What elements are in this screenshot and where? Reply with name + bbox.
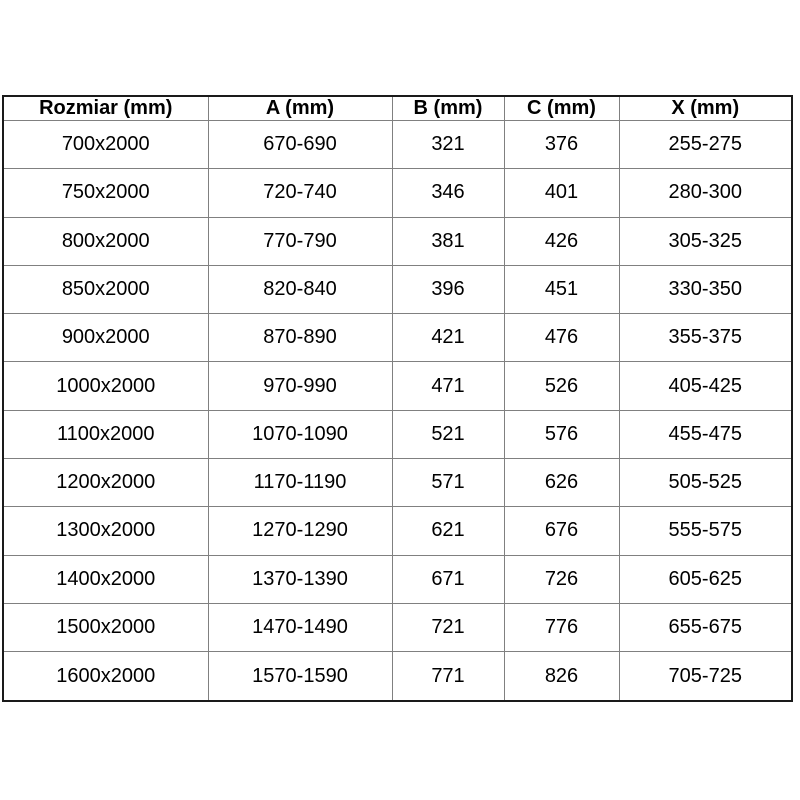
table-row bbox=[3, 410, 792, 458]
table-row bbox=[3, 603, 792, 651]
table-cell: 455-475 bbox=[619, 410, 792, 458]
table-cell: 376 bbox=[504, 121, 619, 169]
table-cell: 626 bbox=[504, 458, 619, 506]
table-cell: 396 bbox=[392, 265, 504, 313]
table-cell: 1570-1590 bbox=[208, 652, 392, 701]
table-cell: 405-425 bbox=[619, 362, 792, 410]
table-cell: 771 bbox=[392, 652, 504, 701]
table-row bbox=[3, 458, 792, 506]
table-cell: 555-575 bbox=[619, 507, 792, 555]
table-row bbox=[3, 314, 792, 362]
table-cell: 471 bbox=[392, 362, 504, 410]
table-cell: 1470-1490 bbox=[208, 603, 392, 651]
table-row bbox=[3, 217, 792, 265]
table-body bbox=[3, 121, 792, 702]
table-row bbox=[3, 169, 792, 217]
table-cell: 800x2000 bbox=[3, 217, 208, 265]
table-cell: 401 bbox=[504, 169, 619, 217]
table-cell: 621 bbox=[392, 507, 504, 555]
table-cell: 1000x2000 bbox=[3, 362, 208, 410]
column-header-2: B (mm) bbox=[392, 96, 504, 121]
table-cell: 280-300 bbox=[619, 169, 792, 217]
table-cell: 346 bbox=[392, 169, 504, 217]
table-cell: 576 bbox=[504, 410, 619, 458]
table-cell: 476 bbox=[504, 314, 619, 362]
table-cell: 1200x2000 bbox=[3, 458, 208, 506]
table-cell: 770-790 bbox=[208, 217, 392, 265]
table-cell: 721 bbox=[392, 603, 504, 651]
table-cell: 750x2000 bbox=[3, 169, 208, 217]
table-cell: 330-350 bbox=[619, 265, 792, 313]
table-cell: 1400x2000 bbox=[3, 555, 208, 603]
table-cell: 670-690 bbox=[208, 121, 392, 169]
table-cell: 900x2000 bbox=[3, 314, 208, 362]
table-cell: 321 bbox=[392, 121, 504, 169]
table-cell: 1500x2000 bbox=[3, 603, 208, 651]
table-cell: 1070-1090 bbox=[208, 410, 392, 458]
table-cell: 820-840 bbox=[208, 265, 392, 313]
column-header-1: A (mm) bbox=[208, 96, 392, 121]
column-header-4: X (mm) bbox=[619, 96, 792, 121]
table-row bbox=[3, 265, 792, 313]
table-cell: 655-675 bbox=[619, 603, 792, 651]
table-cell: 521 bbox=[392, 410, 504, 458]
column-header-0: Rozmiar (mm) bbox=[3, 96, 208, 121]
table-cell: 1600x2000 bbox=[3, 652, 208, 701]
table-cell: 451 bbox=[504, 265, 619, 313]
table-row bbox=[3, 507, 792, 555]
table-cell: 850x2000 bbox=[3, 265, 208, 313]
table-cell: 526 bbox=[504, 362, 619, 410]
table-cell: 381 bbox=[392, 217, 504, 265]
table-cell: 1270-1290 bbox=[208, 507, 392, 555]
table-cell: 720-740 bbox=[208, 169, 392, 217]
table-cell: 305-325 bbox=[619, 217, 792, 265]
table-row bbox=[3, 121, 792, 169]
table-cell: 970-990 bbox=[208, 362, 392, 410]
table-cell: 605-625 bbox=[619, 555, 792, 603]
table-cell: 700x2000 bbox=[3, 121, 208, 169]
table-cell: 826 bbox=[504, 652, 619, 701]
table-cell: 571 bbox=[392, 458, 504, 506]
header-row bbox=[3, 96, 792, 121]
table-cell: 776 bbox=[504, 603, 619, 651]
table-cell: 255-275 bbox=[619, 121, 792, 169]
table-row bbox=[3, 555, 792, 603]
table-cell: 705-725 bbox=[619, 652, 792, 701]
table-cell: 426 bbox=[504, 217, 619, 265]
table-cell: 355-375 bbox=[619, 314, 792, 362]
table-cell: 1100x2000 bbox=[3, 410, 208, 458]
table-cell: 1170-1190 bbox=[208, 458, 392, 506]
table-cell: 1300x2000 bbox=[3, 507, 208, 555]
table-cell: 421 bbox=[392, 314, 504, 362]
table-row bbox=[3, 652, 792, 701]
table-cell: 505-525 bbox=[619, 458, 792, 506]
table-cell: 671 bbox=[392, 555, 504, 603]
table-cell: 676 bbox=[504, 507, 619, 555]
table-cell: 870-890 bbox=[208, 314, 392, 362]
column-header-3: C (mm) bbox=[504, 96, 619, 121]
dimensions-table bbox=[2, 95, 793, 702]
table-cell: 726 bbox=[504, 555, 619, 603]
table-row bbox=[3, 362, 792, 410]
table-cell: 1370-1390 bbox=[208, 555, 392, 603]
